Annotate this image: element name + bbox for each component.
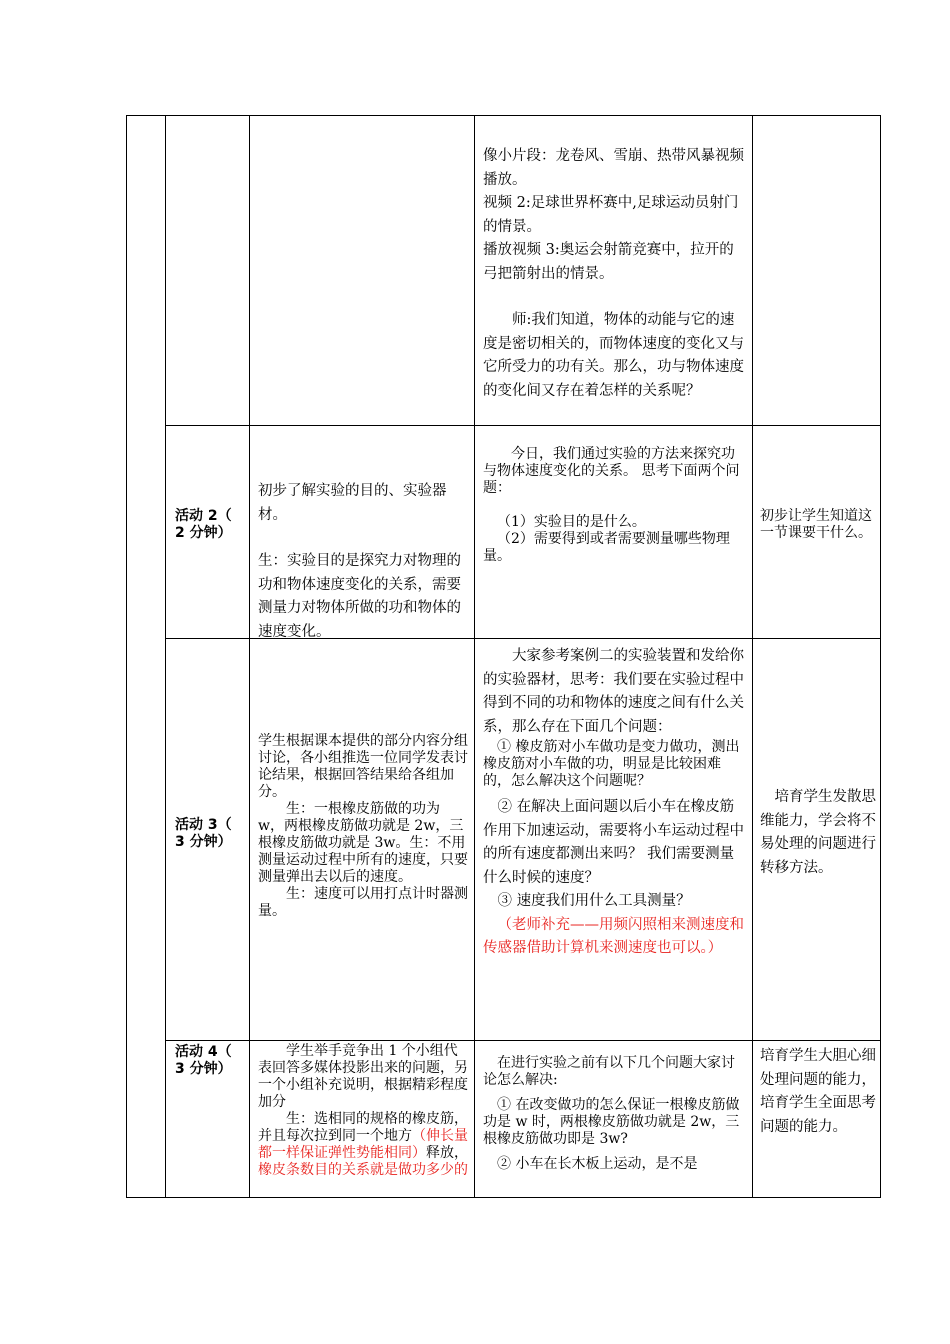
teacher-text: ② 在解决上面问题以后小车在橡皮筋作用下加速运动，需要将小车运动过程中的所有速度都测出来吗？ 我们需要测量什么时候的速度？ <box>483 799 744 886</box>
teacher-text: 像小片段：龙卷风、雪崩、热带风暴视频播放。 <box>483 148 744 188</box>
student-text: 初步了解实验的目的、实验器材。 <box>258 483 447 523</box>
student-activity-cell <box>258 733 470 920</box>
teacher-activity-cell <box>483 645 748 961</box>
row-divider <box>165 425 881 426</box>
student-text: 生：实验目的是探究力对物理的功和物体速度变化的关系，需要测量力对物体所做的功和物体的速度变化。 <box>258 553 461 640</box>
teacher-text: 师:我们知道，物体的动能与它的速度是密切相关的，而物体速度的变化又与它所受力的功有关。那么，功与物体速度的变化间又存在着怎样的关系呢？ <box>483 312 744 399</box>
student-activity-cell <box>258 1043 470 1196</box>
teacher-text: 今日，我们通过实验的方法来探究功与物体速度变化的关系。 思考下面两个问题： <box>483 446 740 496</box>
design-intent-cell: 初步让学生知道这一节课要干什么。 <box>760 508 872 541</box>
teacher-note-red: （老师补充——用频闪照相来测速度和传感器借助计算机来测速度也可以。） <box>483 916 744 956</box>
student-note-red: 橡皮条数目的关系就是做功多少的 <box>258 1162 468 1178</box>
activity-label: 活动 3（ 3 分钟） <box>175 817 232 850</box>
intent-text: 培育学生发散思维能力，学会将不易处理的问题进行转移方法。 <box>760 789 876 876</box>
student-activity-cell <box>258 480 468 644</box>
design-intent-cell: 培育学生大胆心细处理问题的能力，培育学生全面思考问题的能力。 <box>760 1048 876 1135</box>
student-text: 生：选相同的规格的橡皮筋，并且每次拉到同一个地方 <box>258 1111 468 1144</box>
design-intent-cell <box>760 786 876 880</box>
table-border-top <box>126 115 881 116</box>
column-divider <box>752 115 753 1198</box>
row-divider <box>165 1040 881 1041</box>
student-text: 生：速度可以用打点计时器测量。 <box>258 886 468 919</box>
student-text: 学生根据课本提供的部分内容分组讨论，各小组推选一位同学发表讨论结果，根据回答结果给各组加分。 <box>258 733 468 800</box>
teacher-activity-cell <box>483 446 748 565</box>
teacher-text: 视频 2:足球世界杯赛中,足球运动员射门的情景。 <box>483 195 739 235</box>
teacher-text: （2）需要得到或者需要测量哪些物理量。 <box>483 531 730 564</box>
teacher-text: （1）实验目的是什么。 <box>497 514 646 530</box>
activity-label: 活动 4（ 3 分钟） <box>175 1044 232 1077</box>
column-divider <box>880 115 881 1198</box>
column-divider <box>126 115 127 1198</box>
teacher-text: ① 在改变做功的怎么保证一根橡皮筋做功是 w 时，两根橡皮筋做功就是 2w，三根橡皮筋做功即是 3w? <box>483 1097 740 1147</box>
teacher-text: ② 小车在长木板上运动，是不是 <box>497 1156 698 1172</box>
column-divider <box>474 115 475 1198</box>
student-text: 学生举手竞争出 1 个小组代表回答多媒体投影出来的问题，另一个小组补充说明，根据精彩程度加分 <box>258 1043 468 1110</box>
column-divider <box>249 115 250 1198</box>
teacher-text: ③ 速度我们用什么工具测量？ <box>497 893 691 909</box>
student-text: 释放， <box>426 1145 468 1161</box>
teacher-text: ① 橡皮筋对小车做功是变力做功，测出橡皮筋对小车做的功，明显是比较困难的，怎么解决这个问题呢？ <box>483 739 740 789</box>
activity-label: 活动 2（ 2 分钟） <box>175 508 232 541</box>
student-note-red: （伸长量都一样保证弹性势能相同） <box>258 1128 468 1161</box>
student-text: 生：一根橡皮筋做的功为 w，两根橡皮筋做功就是 2w，三根橡皮筋做功就是 3w。生：不用测量运动过程中所有的速度，只要测量弹出去以后的速度。 <box>258 801 468 885</box>
table-border-bottom <box>126 1197 881 1198</box>
teacher-activity-cell <box>483 145 748 403</box>
teacher-text: 播放视频 3:奥运会射箭竞赛中，拉开的弓把箭射出的情景。 <box>483 242 734 282</box>
column-divider <box>165 115 166 1198</box>
teacher-activity-cell <box>483 1055 748 1196</box>
teacher-text: 大家参考案例二的实验装置和发给你的实验器材，思考：我们要在实验过程中得到不同的功和物体的速度之间有什么关系，那么存在下面几个问题： <box>483 648 744 735</box>
teacher-text: 在进行实验之前有以下几个问题大家讨论怎么解决: <box>483 1055 735 1088</box>
